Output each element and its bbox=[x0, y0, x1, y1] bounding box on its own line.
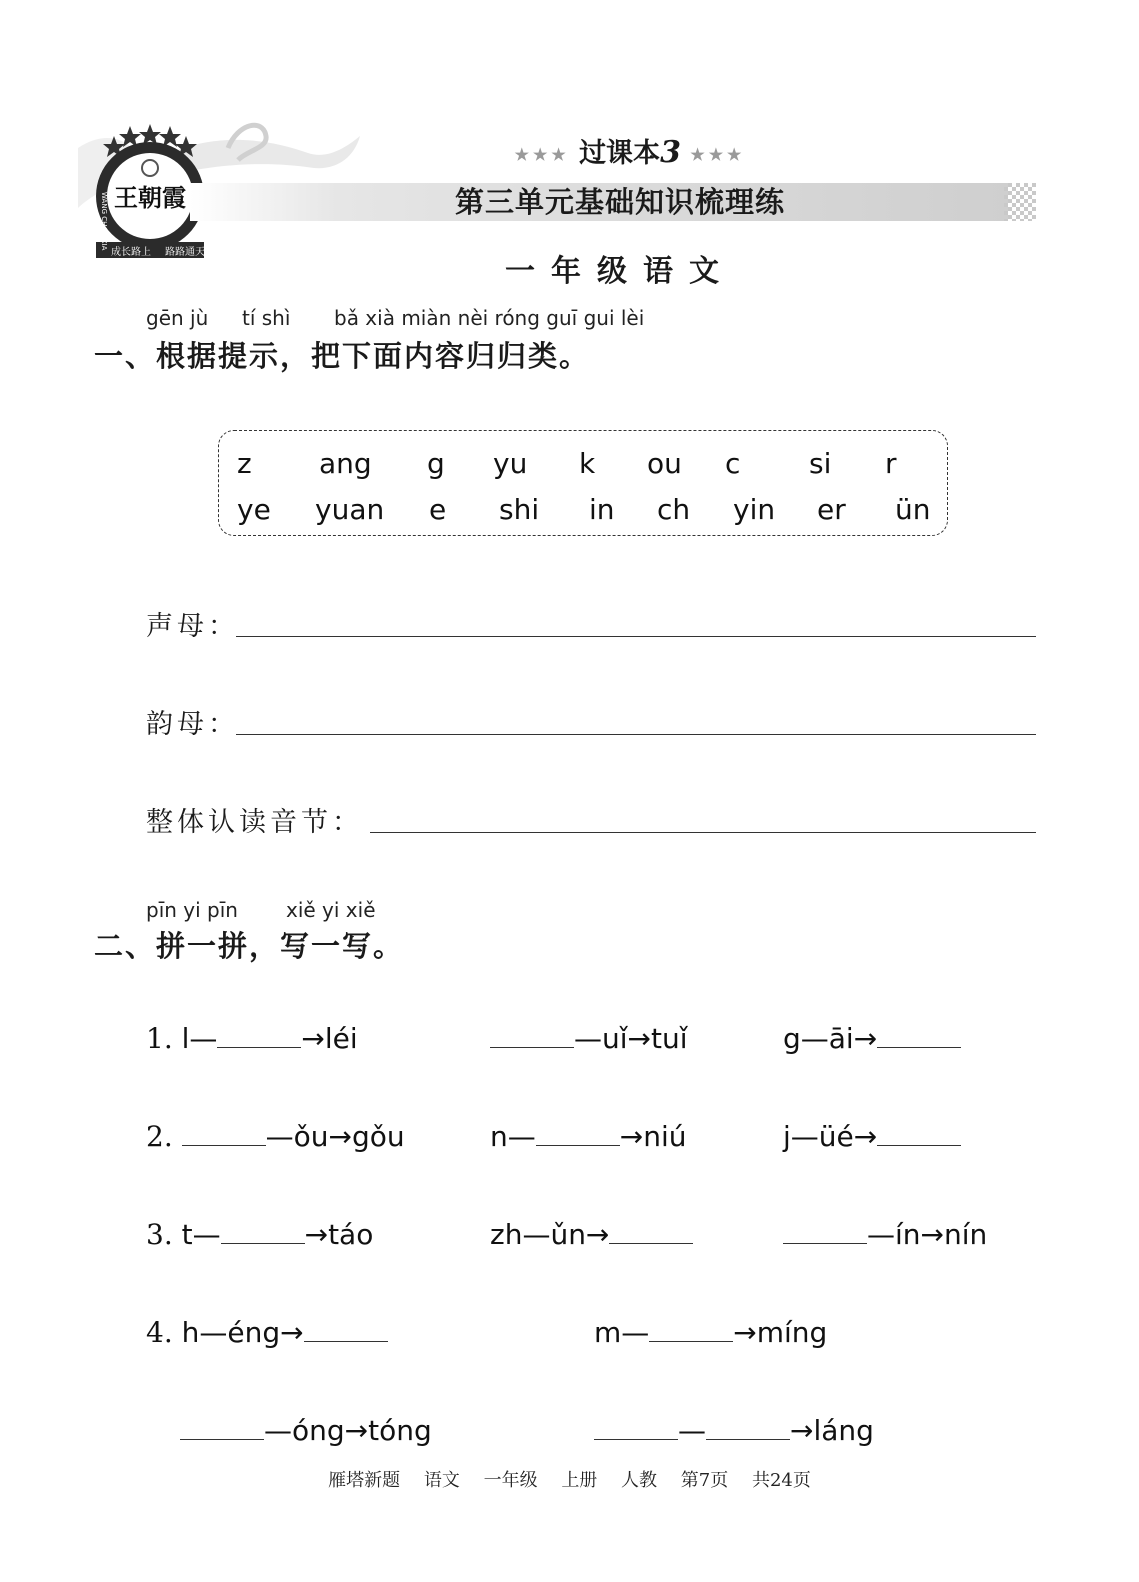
exercise-2c: j—üé→ bbox=[783, 1120, 961, 1153]
series-heading bbox=[440, 131, 820, 170]
footer-edition: 人教 bbox=[621, 1470, 658, 1491]
box-item: k bbox=[579, 447, 596, 480]
series-number: 3 bbox=[660, 135, 681, 170]
box-item: r bbox=[885, 447, 897, 480]
exercise-3b: zh—ǔn→ bbox=[490, 1218, 693, 1251]
answer-blank[interactable] bbox=[706, 1417, 790, 1440]
exercise-3c: —ín→nín bbox=[783, 1218, 987, 1251]
box-item: shi bbox=[499, 493, 540, 526]
section2-title: 二、拼一拼，写一写。 bbox=[94, 929, 405, 963]
label-finals: 韵母： bbox=[146, 709, 239, 740]
box-item: ün bbox=[895, 493, 931, 526]
footer-page: 第7页 bbox=[680, 1470, 729, 1491]
pinyin-sorting-box bbox=[218, 430, 948, 536]
label-initials: 声母： bbox=[146, 611, 239, 642]
footer-total: 共24页 bbox=[751, 1470, 811, 1491]
answer-blank[interactable] bbox=[182, 1123, 266, 1146]
page-footer bbox=[0, 1466, 1139, 1492]
answer-blank[interactable] bbox=[649, 1319, 733, 1342]
exercise-2b: n— →niú bbox=[490, 1120, 687, 1153]
answer-blank[interactable] bbox=[877, 1123, 961, 1146]
finals-answer-line[interactable] bbox=[236, 734, 1036, 735]
answer-blank[interactable] bbox=[217, 1025, 301, 1048]
box-item: z bbox=[237, 447, 252, 480]
answer-blank[interactable] bbox=[783, 1221, 867, 1244]
section1-pinyin-a: gēn jù bbox=[146, 306, 209, 330]
box-item: yu bbox=[493, 447, 528, 480]
logo-ribbon-right: 路路通天 bbox=[165, 247, 205, 258]
box-item: e bbox=[429, 493, 447, 526]
answer-blank[interactable] bbox=[609, 1221, 693, 1244]
answer-blank[interactable] bbox=[221, 1221, 305, 1244]
footer-book: 雁塔新题 bbox=[328, 1470, 401, 1491]
stars-right: ★★★ bbox=[690, 145, 746, 164]
unit-title: 第三单元基础知识梳理练 bbox=[454, 185, 785, 219]
section1-pinyin-c: bǎ xià miàn nèi róng guī gui lèi bbox=[334, 306, 645, 330]
section2-pinyin-b: xiě yi xiě bbox=[286, 898, 376, 922]
box-item: si bbox=[809, 447, 832, 480]
initials-answer-line[interactable] bbox=[236, 636, 1036, 637]
box-item: yuan bbox=[315, 493, 385, 526]
box-item: ou bbox=[647, 447, 682, 480]
grade-subject: 一年级语文 bbox=[505, 254, 735, 289]
whole-syllables-answer-line[interactable] bbox=[370, 832, 1036, 833]
logo-ring-text: WANG CHAO XIA bbox=[100, 192, 108, 251]
section2-pinyin-a: pīn yi pīn bbox=[146, 898, 238, 922]
answer-blank[interactable] bbox=[304, 1319, 388, 1342]
label-whole-syllables: 整体认读音节： bbox=[146, 807, 363, 838]
box-item: in bbox=[589, 493, 615, 526]
box-item: ang bbox=[319, 447, 372, 480]
logo-brand-name: 王朝霞 bbox=[114, 183, 186, 212]
exercise-4d: — →láng bbox=[594, 1414, 874, 1447]
exercise-3a: 3. t— →táo bbox=[146, 1218, 374, 1251]
box-item: g bbox=[427, 447, 445, 480]
box-item: ch bbox=[657, 493, 691, 526]
logo-ribbon bbox=[104, 243, 212, 258]
section1-title: 一、根据提示，把下面内容归归类。 bbox=[94, 339, 591, 373]
answer-blank[interactable] bbox=[536, 1123, 620, 1146]
exercise-4b: m— →míng bbox=[594, 1316, 828, 1349]
banner-checker-pattern bbox=[1004, 183, 1036, 221]
box-item: c bbox=[725, 447, 741, 480]
footer-volume: 上册 bbox=[561, 1470, 598, 1491]
answer-blank[interactable] bbox=[594, 1417, 678, 1440]
exercise-4c: —óng→tóng bbox=[180, 1414, 432, 1447]
box-item: yin bbox=[733, 493, 776, 526]
exercise-4a: 4. h—éng→ bbox=[146, 1316, 388, 1349]
footer-grade: 一年级 bbox=[483, 1470, 538, 1491]
exercise-1a: 1. l— →léi bbox=[146, 1022, 358, 1055]
answer-blank[interactable] bbox=[877, 1025, 961, 1048]
logo-ribbon-left: 成长路上 bbox=[111, 247, 151, 258]
series-label: 过课本 bbox=[579, 138, 661, 169]
box-item: ye bbox=[237, 493, 271, 526]
stars-left: ★★★ bbox=[514, 145, 570, 164]
answer-blank[interactable] bbox=[180, 1417, 264, 1440]
answer-blank[interactable] bbox=[490, 1025, 574, 1048]
exercise-1b: —uǐ→tuǐ bbox=[490, 1022, 688, 1055]
exercise-2a: 2. —ǒu→gǒu bbox=[146, 1120, 405, 1153]
section1-pinyin-b: tí shì bbox=[242, 306, 291, 330]
footer-subject: 语文 bbox=[423, 1470, 460, 1491]
box-item: er bbox=[817, 493, 846, 526]
exercise-1c: g—āi→ bbox=[783, 1022, 961, 1055]
